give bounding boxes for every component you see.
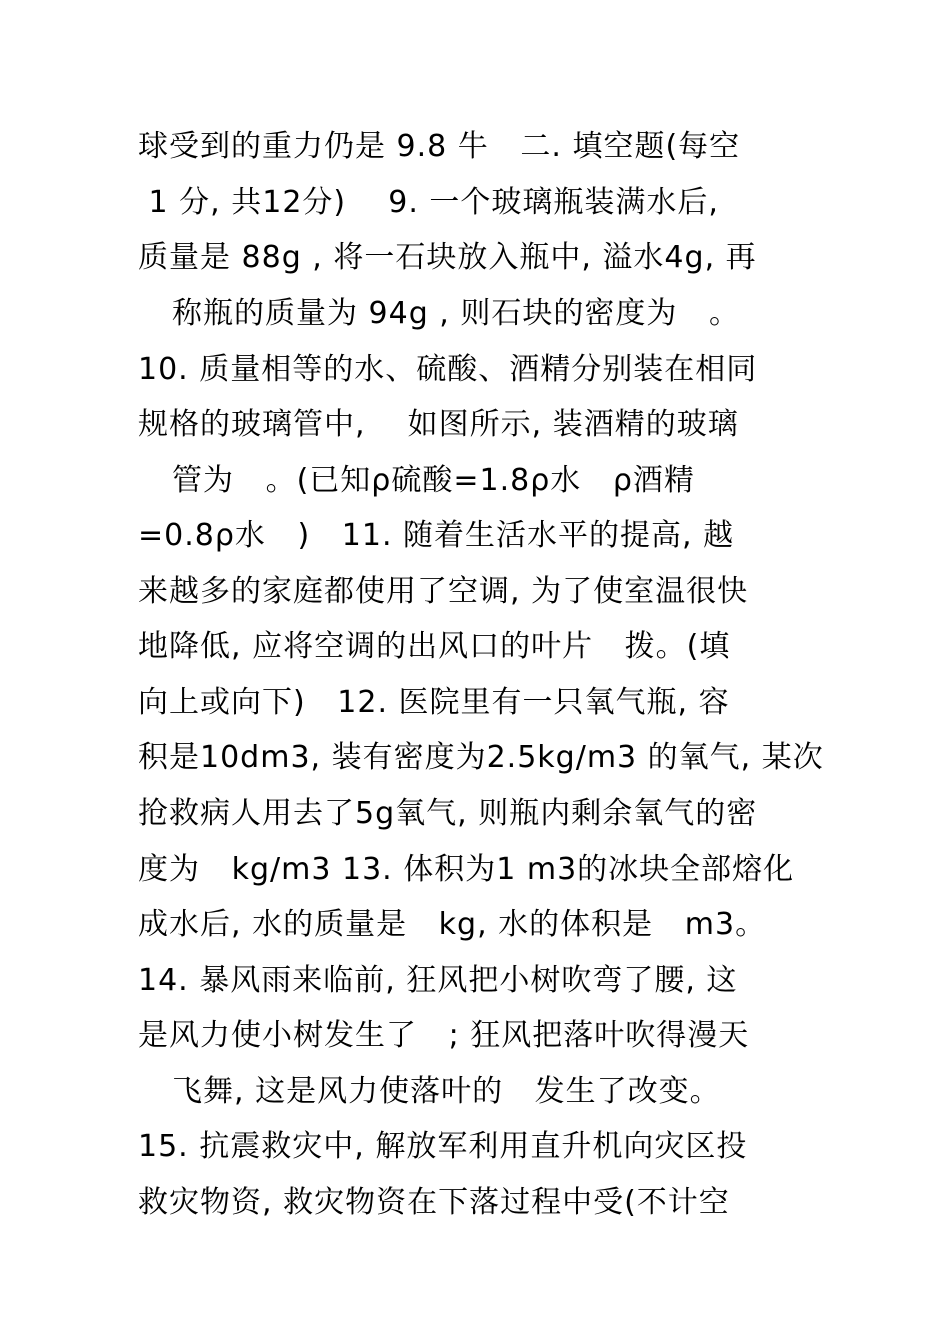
text-line: 地降低, 应将空调的出风口的叶片 拨。(填 [138,629,731,664]
text-line: 规格的玻璃管中, 如图所示, 装酒精的玻璃 [138,407,739,442]
text-line: 积是10dm3, 装有密度为2.5kg/m3 的氧气, 某次 [138,740,824,775]
text-line: 飞舞, 这是风力使落叶的 发生了改变。 [172,1074,721,1109]
text-line: =0.8ρ水 ) 11. 随着生活水平的提高, 越 [138,518,735,553]
text-line: 救灾物资, 救灾物资在下落过程中受(不计空 [138,1185,730,1220]
text-line: 称瓶的质量为 94g , 则石块的密度为 。 [172,296,740,331]
text-line: 是风力使小树发生了 ; 狂风把落叶吹得漫天 [138,1018,750,1053]
text-line: 成水后, 水的质量是 kg, 水的体积是 m3。 [138,907,767,942]
text-line: 15. 抗震救灾中, 解放军利用直升机向灾区投 [138,1129,748,1164]
text-line: 度为 kg/m3 13. 体积为1 m3的冰块全部熔化 [138,852,795,887]
text-line: 10. 质量相等的水、硫酸、酒精分别装在相同 [138,352,758,387]
text-line: 管为 。(已知ρ硫酸=1.8ρ水 ρ酒精 [172,463,695,498]
text-line: 1 分, 共12分) 9. 一个玻璃瓶装满水后, [138,185,719,220]
text-line: 球受到的重力仍是 9.8 牛 二. 填空题(每空 [138,129,741,164]
text-line: 向上或向下) 12. 医院里有一只氧气瓶, 容 [138,685,730,720]
text-line: 抢救病人用去了5g氧气, 则瓶内剩余氧气的密 [138,796,758,831]
text-line: 14. 暴风雨来临前, 狂风把小树吹弯了腰, 这 [138,963,738,998]
text-line: 质量是 88g , 将一石块放入瓶中, 溢水4g, 再 [138,240,757,275]
text-line: 来越多的家庭都使用了空调, 为了使室温很快 [138,574,749,609]
